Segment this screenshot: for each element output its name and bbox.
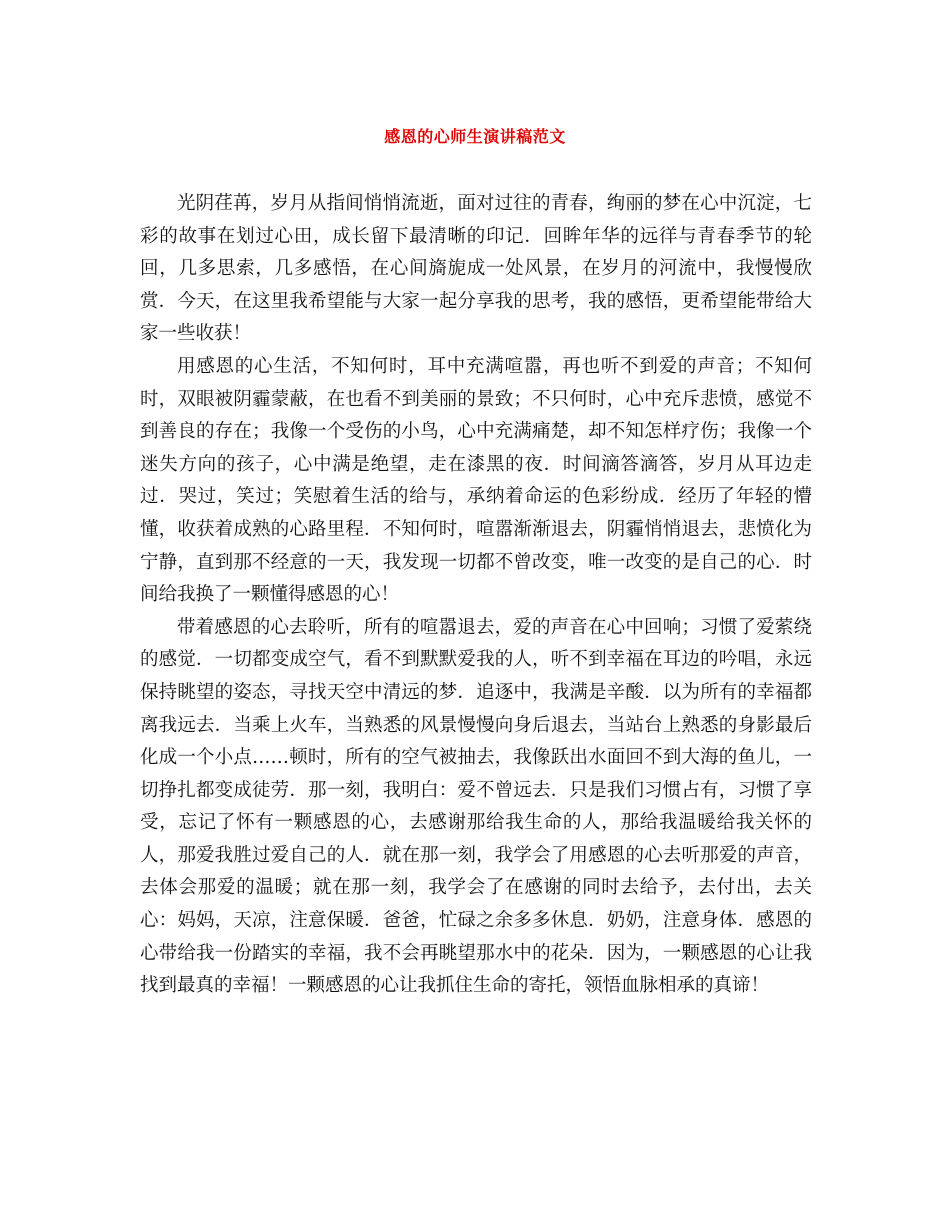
paragraph-3: 带着感恩的心去聆听，所有的喧嚣退去，爱的声音在心中回响；习惯了爱萦绕的感觉．一切都变成空气，看不到默默爱我的人，听不到幸福在耳边的吟唱，永远保持眺望的姿态，寻找天空中清远的梦．追逐中，我满是辛酸．以为所有的幸福都离我远去．当乘上火车，当熟悉的风景慢慢向身后退去，当站台上熟悉的身影最后化成一个小点……顿时，所有的空气被抽去，我像跃出水面回不到大海的鱼儿，一切挣扎都变成徒劳．那一刻，我明白：爱不曾远去．只是我们习惯占有，习惯了享受，忘记了怀有一颗感恩的心，去感谢那给我生命的人，那给我温暖给我关怀的人，那爱我胜过爱自己的人．就在那一刻，我学会了用感恩的心去听那爱的声音，去体会那爱的温暖；就在那一刻，我学会了在感谢的同时去给予，去付出，去关心：妈妈，天凉，注意保暖．爸爸，忙碌之余多多休息．奶奶，注意身体．感恩的心带给我一份踏实的幸福，我不会再眺望那水中的花朵．因为，一颗感恩的心让我找到最真的幸福！一颗感恩的心让我抓住生命的寄托，领悟血脉相承的真谛！	[140, 616, 812, 997]
document-title: 感恩的心师生演讲稿范文	[384, 127, 566, 146]
document-body	[140, 188, 812, 1003]
paragraph-2: 用感恩的心生活，不知何时，耳中充满喧嚣，再也听不到爱的声音；不知何时，双眼被阴霾蒙蔽，在也看不到美丽的景致；不只何时，心中充斥悲愤，感觉不到善良的存在；我像一个受伤的小鸟，心中充满痛楚，却不知怎样疗伤；我像一个迷失方向的孩子，心中满是绝望，走在漆黑的夜．时间滴答滴答，岁月从耳边走过．哭过，笑过；笑慰着生活的给与，承纳着命运的色彩纷成．经历了年轻的懵懂，收获着成熟的心路里程．不知何时，喧嚣渐渐退去，阴霾悄悄退去，悲愤化为宁静，直到那不经意的一天，我发现一切都不曾改变，唯一改变的是自己的心．时间给我换了一颗懂得感恩的心！	[140, 355, 812, 606]
paragraph-1: 光阴荏苒，岁月从指间悄悄流逝，面对过往的青春，绚丽的梦在心中沉淀，七彩的故事在划过心田，成长留下最清晰的印记．回眸年华的远徉与青春季节的轮回，几多思索，几多感悟，在心间旖旎成一处风景，在岁月的河流中，我慢慢欣赏．今天，在这里我希望能与大家一起分享我的思考，我的感悟，更希望能带给大家一些收获！	[140, 193, 812, 345]
